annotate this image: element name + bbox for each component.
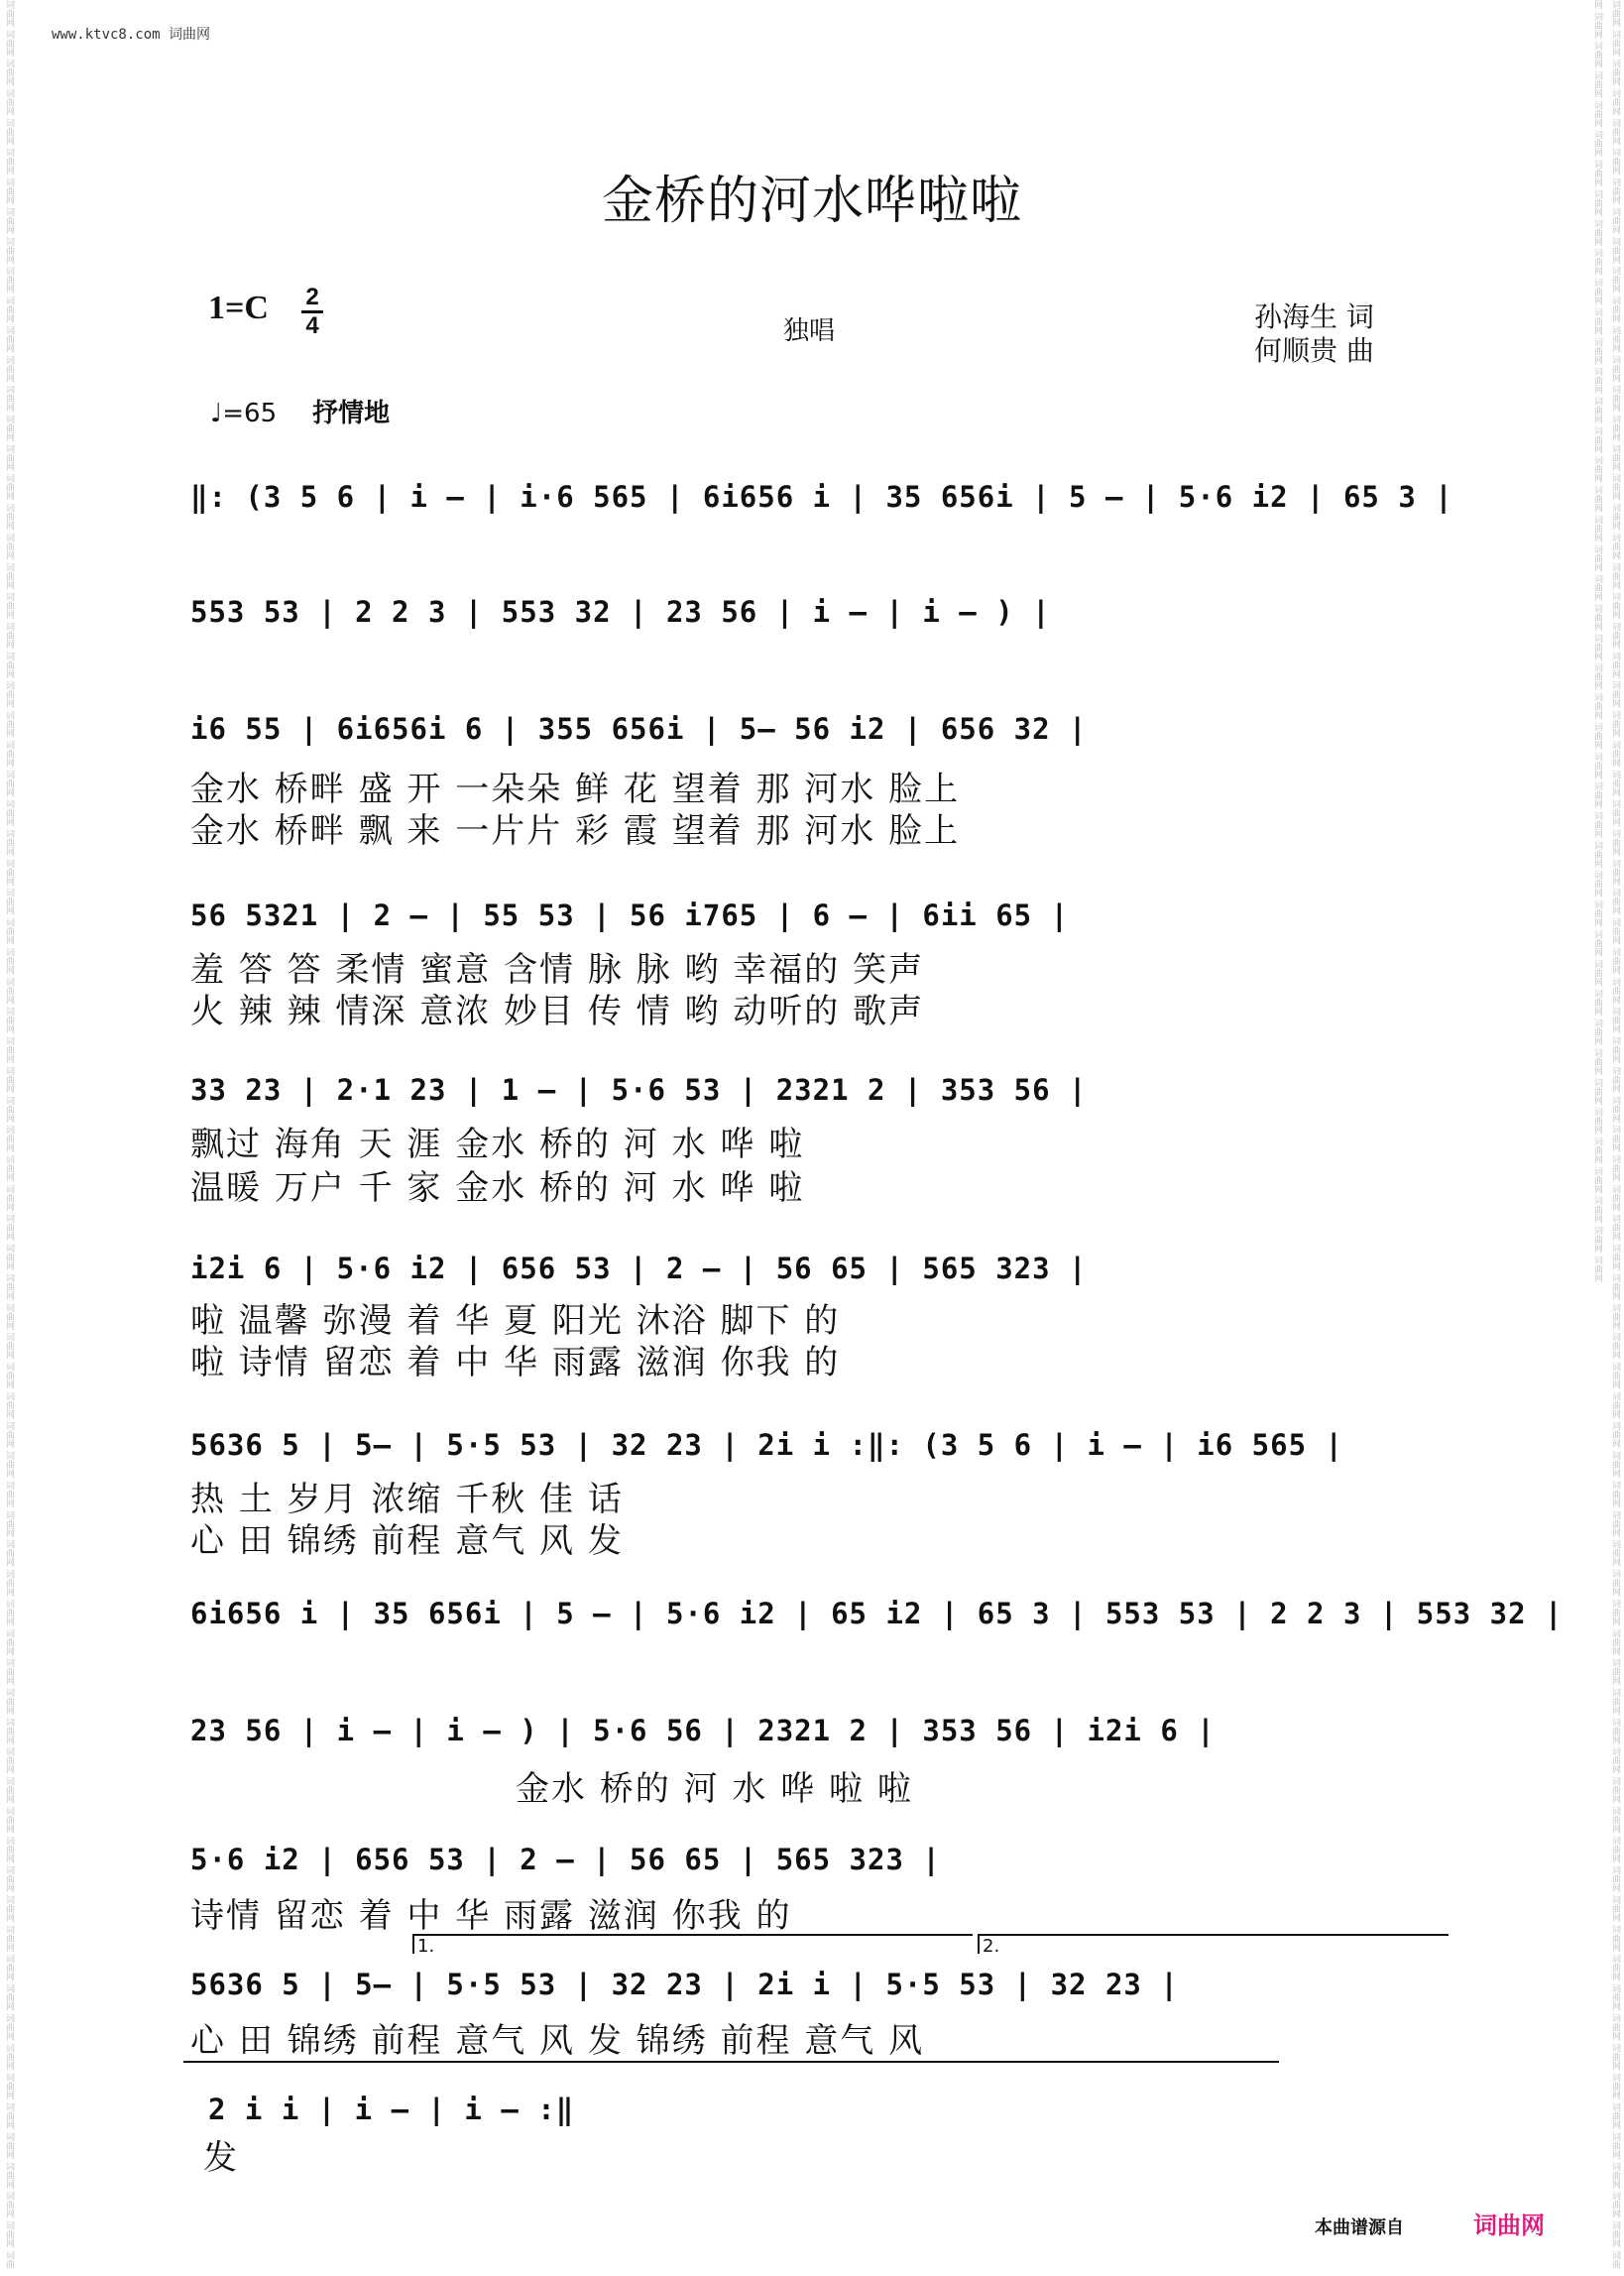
lyric-line-6-verse-2: 啦 诗情 留恋 着 中 华 雨露 滋润 你我 的	[190, 1343, 841, 1382]
volta-1-label: 1.	[417, 1936, 435, 1957]
lyric-line-12: 发	[203, 2138, 239, 2178]
site-tag[interactable]: www.ktvc8.com 词曲网	[52, 27, 211, 43]
lyric-line-4-verse-2: 火 辣 辣 情深 意浓 妙目 传 情 哟 动听的 歌声	[190, 992, 925, 1031]
score-line-11: 5636 5 | 5– | 5·5 53 | 32 23 | 2i i | 5·5 53 | 32 23 |	[190, 1968, 1179, 2001]
lyric-line-11: 心 田 锦绣 前程 意气 风 发 锦绣 前程 意气 风	[190, 2021, 925, 2061]
tempo-marking	[210, 393, 390, 429]
tempo-value: ♩=65	[210, 399, 278, 428]
second-ending-bracket	[978, 1934, 1449, 1957]
time-signature	[301, 286, 323, 338]
lyric-line-4-verse-1: 羞 答 答 柔情 蜜意 含情 脉 脉 哟 幸福的 笑声	[190, 950, 925, 990]
lyric-line-9: 金水 桥的 河 水 哗 啦 啦	[516, 1769, 913, 1809]
score-line-9: 23 56 | i – | i – ) | 5·6 56 | 2321 2 | 353 56 | i2i 6 |	[190, 1714, 1216, 1747]
key-signature: 1=C	[208, 290, 269, 326]
system-divider	[183, 2061, 1279, 2063]
score-line-5: 33 23 | 2·1 23 | 1 – | 5·6 53 | 2321 2 | 353 56 |	[190, 1073, 1088, 1107]
footer-source-text: 本曲谱源自	[1315, 2217, 1404, 2238]
lyric-line-5-verse-1: 飘过 海角 天 涯 金水 桥的 河 水 哗 啦	[190, 1125, 805, 1164]
lyric-line-3-verse-1: 金水 桥畔 盛 开 一朵朵 鲜 花 望着 那 河水 脸上	[190, 770, 961, 809]
score-line-12: 2 i i | i – | i – :‖	[208, 2093, 575, 2126]
score-line-10: 5·6 i2 | 656 53 | 2 – | 56 65 | 565 323 |	[190, 1843, 941, 1876]
meter-bottom: 4	[305, 312, 319, 339]
lyric-line-3-verse-2: 金水 桥畔 飘 来 一片片 彩 霞 望着 那 河水 脸上	[190, 811, 961, 851]
footer-brand-link[interactable]: 词曲网	[1473, 2212, 1545, 2239]
composer-credit: 何顺贵 曲	[1254, 334, 1374, 367]
song-title: 金桥的河水哗啦啦	[601, 172, 1022, 231]
side-watermark-left: 词曲网 词曲网 词曲网 词曲网 词曲网 词曲网 词曲网 词曲网 词曲网 词曲网 词曲网 词曲网 词曲网 词曲网 词曲网 词曲网 词曲网 词曲网 词曲网 词曲网 词曲网 词曲网 词曲网 词曲网 词曲网 词曲网 词曲网 词曲网 词曲网 词曲网 词曲网 词曲网 词曲网 词曲网 词曲网 词曲网 词曲网 词曲网 词曲网 词曲网 词曲网 词曲网 词曲网 词曲网 词曲网 词曲网 词曲网 词曲网 词曲网 词曲网 词曲网 词曲网 词曲网 词曲网 词曲网 词曲网 词曲网 词曲网 词曲网 词曲网 词曲网 词曲网 词曲网 词曲网 词曲网 词曲网 词曲网 词曲网 词曲网 词曲网 词曲网 词曲网 词曲网 词曲网 词曲网 词曲网 词曲	[4, 0, 14, 2269]
lyricist-credit: 孙海生 词	[1254, 300, 1374, 333]
side-watermark-right: 词曲网 词曲网 词曲网 词曲网 词曲网 词曲网 词曲网 词曲网 词曲网 词曲网 词曲网 词曲网 词曲网 词曲网 词曲网 词曲网 词曲网 词曲网 词曲网 词曲网 词曲网 词曲网 词曲网 词曲网 词曲网 词曲网 词曲网 词曲网 词曲网 词曲网 词曲网 词曲网 词曲网 词曲网 词曲网 词曲网 词曲网 词曲网 词曲网 词曲网 词曲网 词曲网 词曲网 词曲网 词曲网 词曲网 词曲网 词曲网 词曲网 词曲网 词曲网 词曲网 词曲网 词曲网 词曲网 词曲网 词曲网 词曲网 词曲网 词曲网 词曲网 词曲网 词曲网 词曲网 词曲网 词曲网 词曲网 词曲网 词曲网 词曲网 词曲网 词曲网 词曲网 词曲网 词曲网 词曲网 词曲网 词曲网 词曲网 词曲网 词曲网 词曲网 词曲网 词曲网 词曲网 词曲网 词曲网 词曲网 词曲网 词曲网 词曲网 词曲网 词曲网 词曲网 词曲网 词曲网 词曲网 词曲网 词曲网 词曲网 词曲网 词曲网 词曲网 词曲网 词曲网 词曲网 词曲网 词曲网 词曲网 词曲网 词曲网 词曲网 词曲网 词曲网 词曲网 词曲网 词曲网 词曲网 词曲网 词曲网	[1592, 0, 1620, 2269]
expression-mark: 抒情地	[312, 399, 391, 428]
lyric-line-10: 诗情 留恋 着 中 华 雨露 滋润 你我 的	[190, 1896, 792, 1936]
meter-top: 2	[305, 284, 319, 310]
score-line-6: i2i 6 | 5·6 i2 | 656 53 | 2 – | 56 65 | 565 323 |	[190, 1252, 1088, 1285]
lyric-line-7-verse-2: 心 田 锦绣 前程 意气 风 发	[190, 1521, 624, 1561]
score-line-8: 6i656 i | 35 656i | 5 – | 5·6 i2 | 65 i2 | 65 3 | 553 53 | 2 2 3 | 553 32 |	[190, 1597, 1564, 1630]
first-ending-bracket	[412, 1934, 973, 1957]
footer-source	[1315, 2206, 1545, 2240]
score-line-4: 56 5321 | 2 – | 55 53 | 56 i765 | 6 – | 6ii 65 |	[190, 898, 1070, 932]
lyric-line-7-verse-1: 热 土 岁月 浓缩 千秋 佳 话	[190, 1480, 624, 1519]
score-line-1: ‖: (3 5 6 | i – | i·6 565 | 6i656 i | 35 656i | 5 – | 5·6 i2 | 65 3 |	[190, 480, 1453, 514]
score-line-7: 5636 5 | 5– | 5·5 53 | 32 23 | 2i i :‖: (3 5 6 | i – | i6 565 |	[190, 1428, 1343, 1462]
lyric-line-5-verse-2: 温暖 万户 千 家 金水 桥的 河 水 哗 啦	[190, 1168, 805, 1208]
score-line-3: i6 55 | 6i656i 6 | 355 656i | 5– 56 i2 | 656 32 |	[190, 712, 1088, 746]
performance-type: 独唱	[783, 316, 836, 346]
score-line-2: 553 53 | 2 2 3 | 553 32 | 23 56 | i – | i – ) |	[190, 595, 1051, 629]
volta-2-label: 2.	[983, 1936, 1000, 1957]
lyric-line-6-verse-1: 啦 温馨 弥漫 着 华 夏 阳光 沐浴 脚下 的	[190, 1301, 841, 1341]
